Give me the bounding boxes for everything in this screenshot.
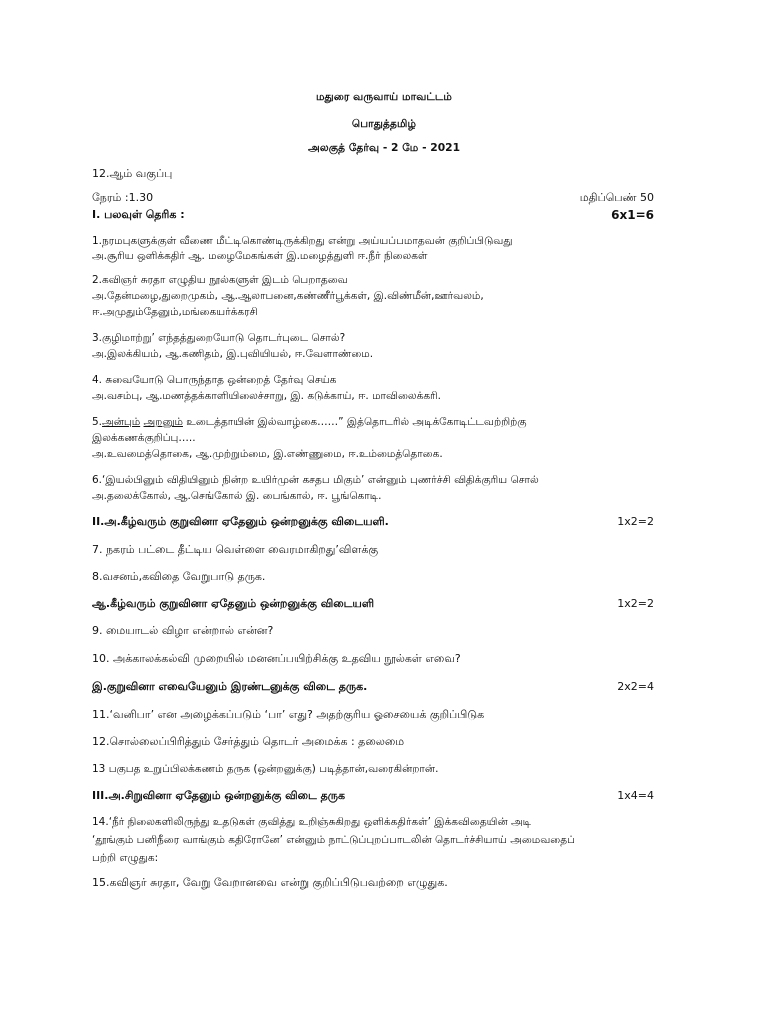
class-label: 12.ஆம் வகுப்பு: [92, 167, 173, 180]
question-5: [92, 415, 527, 429]
question-7: 7. நகரம் பட்டை தீட்டிய வெள்ளை வைரமாகிறது’விளக்கு: [92, 543, 379, 556]
section1-title: I. பலவுள் தெரிக :: [92, 208, 185, 221]
question-5-text: உடைத்தாயின் இல்வாழ்கை……” இத்தொடரில் அடிக்கோடிட்டவற்றிற்கு: [186, 416, 527, 428]
question-4: 4. சுவையோடு பொருந்தாத ஒன்றைத் தேர்வு செய்க: [92, 374, 337, 386]
section2c-marks: 2x2=4: [617, 680, 654, 693]
district-title: மதுரை வருவாய் மாவட்டம்: [315, 90, 453, 103]
question-3: 3.குழிமாற்று’ எந்தத்துறையோடு தொடர்புடை சொல்?: [92, 332, 346, 344]
question-15: 15.கவிஞர் சுரதா, வேறு வேறானவை என்று குறிப்பிடுபவற்றை எழுதுக.: [92, 876, 448, 889]
section1-marks: 6x1=6: [611, 208, 654, 222]
section2c-title: இ.குறுவினா எவையேனும் இரண்டனுக்கு விடை தருக.: [92, 680, 368, 693]
question-2-options: அ.தேன்மழை,துறைமுகம், ஆ.ஆலாபனை,கண்ணீர்பூக்கள், இ.விண்மீன்,ஊர்வலம்,: [92, 290, 484, 302]
question-5-cont: இலக்கணக்குறிப்பு…..: [92, 432, 196, 444]
question-14-cont: ‘தூங்கும் பனிநீரை வாங்கும் கதிரோனே’ என்னும் நாட்டுப்புறப்பாடலின் தொடர்ச்சியாய் அமைவதைப்: [92, 834, 575, 846]
question-13: 13 பகுபத உறுப்பிலக்கணம் தருக (ஒன்றனுக்கு) படித்தான்,வரைகின்றான்.: [92, 763, 439, 775]
question-1-options: அ.சூரிய ஒளிக்கதிர் ஆ. மழைமேகங்கள் இ.மழைத்துளி ஈ.நீர் நிலைகள்: [92, 250, 428, 262]
question-2-options-cont: ஈ.அமுதும்தேனும்,மங்கையர்க்கரசி: [92, 306, 258, 318]
question-5-options: அ.உவமைத்தொகை, ஆ.முற்றும்மை, இ.எண்ணுமை, ஈ.உம்மைத்தொகை.: [92, 448, 443, 460]
section2a-title: II.அ.கீழ்வரும் குறுவினா ஏதேனும் ஒன்றனுக்கு விடையளி.: [92, 515, 389, 528]
question-10: 10. அக்காலக்கல்வி முறையில் மனனப்பயிற்சிக்கு உதவிய நூல்கள் எவை?: [92, 652, 461, 665]
question-6: 6.‘இயல்பினும் விதியினும் நின்ற உயிர்முன் கசதப மிகும்’ என்னும் புணர்ச்சி விதிக்குரிய சொல்: [92, 474, 539, 486]
section3-title: III.அ.சிறுவினா ஏதேனும் ஒன்றனுக்கு விடை தருக: [92, 789, 346, 802]
marks-label: மதிப்பெண் 50: [579, 191, 654, 204]
question-11: 11.‘வனிபா’ என அழைக்கப்படும் ‘பா’ எது? அதற்குரிய ஓசையைக் குறிப்பிடுக: [92, 708, 485, 721]
question-1: 1.நரமபுகளுக்குள் வீணை மீட்டிகொண்டிருக்கிறது என்று அய்யப்பமாதவன் குறிப்பிடுவது: [92, 235, 513, 247]
exam-title: அலகுத் தேர்வு - 2 மே - 2021: [307, 141, 461, 154]
section2b-title: ஆ.கீழ்வரும் குறுவினா ஏதேனும் ஒன்றனுக்கு விடையளி: [92, 597, 375, 610]
section2b-marks: 1x2=2: [617, 597, 654, 610]
subject-title: பொதுத்தமிழ்: [351, 117, 417, 130]
question-12: 12.சொல்லைப்பிரித்தும் சேர்த்தும் தொடர் அமைக்க : தலைமை: [92, 735, 405, 748]
question-5-prefix: 5.: [92, 416, 103, 428]
question-3-options: அ.இலக்கியம், ஆ.கணிதம், இ.புவியியல், ஈ.வேளாண்மை.: [92, 348, 374, 360]
section3-marks: 1x4=4: [617, 789, 654, 802]
question-5-underlined-2: அறனும்: [143, 416, 183, 428]
question-14-cont-2: பற்றி எழுதுக:: [92, 852, 159, 864]
question-6-options: அ.தலைக்கோல், ஆ.செங்கோல் இ. பைங்கால், ஈ. பூங்கொடி.: [92, 490, 382, 502]
time-label: நேரம் :1.30: [92, 191, 154, 204]
question-5-underlined-1: அன்பும்: [102, 416, 141, 428]
question-2: 2.கவிஞர் சுரதா எழுதிய நூல்களுள் இடம் பெறாதவை: [92, 274, 348, 286]
question-8: 8.வசனம்,கவிதை வேறுபாடு தருக.: [92, 570, 266, 583]
question-9: 9. மையாடல் விழா என்றால் என்ன?: [92, 624, 274, 637]
question-4-options: அ.வசம்பு, ஆ.மணத்தக்காளியிலைச்சாறு, இ. கடுக்காய், ஈ. மாவிலைக்கரி.: [92, 390, 441, 402]
question-14: 14.‘நீர் நிலைகளிலிருந்து உதடுகள் குவித்து உறிஞ்சுகிறது ஒளிக்கதிர்கள்’ இக்கவிதையின் அடி: [92, 816, 531, 828]
section2a-marks: 1x2=2: [617, 515, 654, 528]
